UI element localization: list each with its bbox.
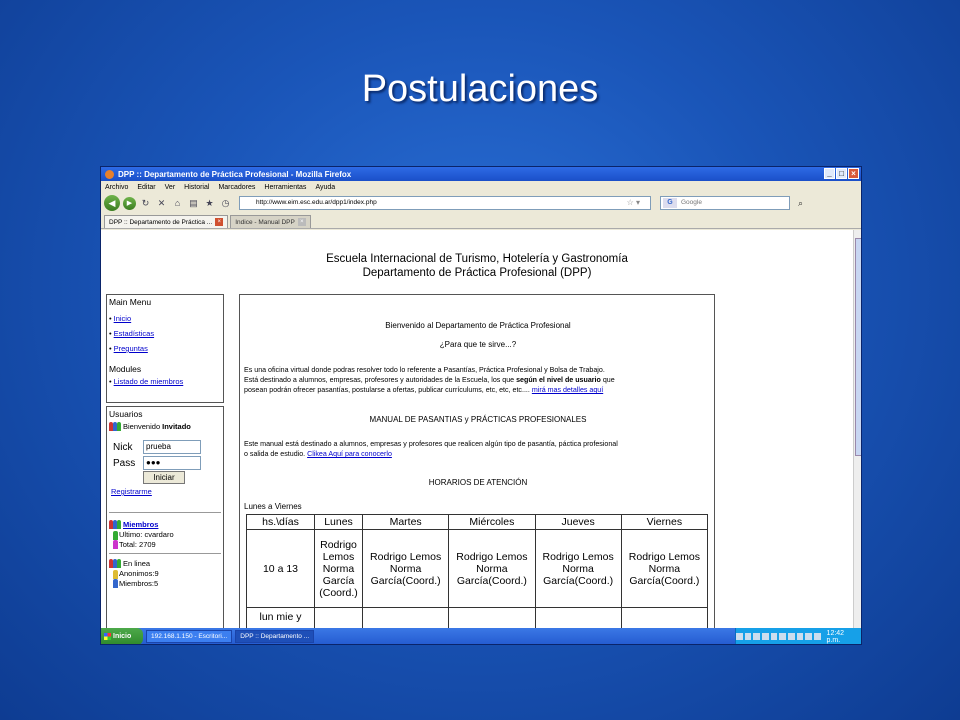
menu-historial[interactable]: Historial (184, 183, 210, 191)
menu-ayuda[interactable]: Ayuda (315, 183, 336, 191)
window-title: DPP :: Departamento de Práctica Profesional - Mozilla Firefox (118, 169, 352, 179)
online-members-value: 5 (154, 578, 159, 588)
bookmarks-icon[interactable]: ★ (205, 197, 214, 208)
slide-title: Postulaciones (361, 68, 599, 110)
scrollbar-thumb[interactable] (855, 238, 862, 456)
tab-dpp[interactable] (104, 215, 228, 228)
manual-paragraph (244, 439, 710, 459)
table-header: Martes (363, 515, 449, 530)
anon-value: 9 (154, 569, 159, 579)
firefox-icon (105, 170, 114, 179)
last-member-value: cvardaro (144, 530, 174, 539)
tray-icon[interactable] (771, 633, 778, 640)
table-cell (315, 608, 363, 629)
person-icon (113, 531, 118, 540)
intro-line-2: Está destinado a alumnos, empresas, profesores y autoridades de la Escuela, los que (244, 376, 517, 384)
intro-line-1: Es una oficina virtual donde podras resolver todo lo referente a Pasantías, Práctica Profesional y Bolsa de Trabajo. (244, 366, 605, 374)
table-row (247, 530, 708, 608)
bookmark-add-icon[interactable]: ▤ (189, 197, 198, 208)
page-header (101, 252, 853, 280)
online-members-label: Miembros: (119, 578, 155, 588)
tab-manual[interactable] (230, 215, 311, 228)
menu-link-estadisticas[interactable]: Estadísticas (113, 329, 155, 338)
schedule-subheading: Lunes a Viernes (244, 502, 302, 511)
table-header: Miércoles (449, 515, 535, 530)
intro-line-2-end: que (600, 376, 615, 384)
intro-bold: según el nivel de usuario (516, 376, 601, 384)
star-icon[interactable]: ☆ ▾ (626, 198, 640, 207)
table-cell: Rodrigo Lemos Norma García(Coord.) (449, 530, 535, 608)
table-header: hs.\días (247, 515, 315, 530)
main-menu-title: Main Menu (109, 297, 152, 307)
tray-icon[interactable] (779, 633, 786, 640)
main-content-box (239, 294, 715, 628)
users-box (106, 406, 224, 628)
password-input[interactable]: ●●● (143, 456, 201, 470)
welcome-label: Bienvenido (123, 422, 161, 431)
navigation-toolbar (101, 193, 861, 213)
tab-bar (101, 213, 861, 229)
login-button[interactable]: Iniciar (143, 471, 185, 484)
last-member-label: Ultimo: (119, 530, 143, 539)
table-cell (535, 608, 621, 629)
total-label: Total: (119, 539, 137, 549)
search-icon[interactable]: ⌕ (797, 198, 803, 208)
details-link[interactable]: mirá mas detalles aquí (531, 386, 604, 394)
menu-archivo[interactable]: Archivo (105, 183, 129, 191)
schedule-table (246, 514, 708, 628)
windows-taskbar (101, 628, 862, 645)
taskbar-item-remote[interactable]: 192.168.1.150 - Escritori... (146, 630, 232, 643)
table-row (247, 608, 708, 629)
forward-icon[interactable]: ▶ (123, 197, 136, 210)
members-link[interactable]: Miembros (123, 520, 159, 529)
menu-link-preguntas[interactable]: Preguntas (113, 344, 148, 353)
menu-herramientas[interactable]: Herramientas (264, 183, 307, 191)
tray-icon[interactable] (797, 633, 804, 640)
menu-marcadores[interactable]: Marcadores (218, 183, 256, 191)
intro-paragraph (244, 365, 710, 395)
tab-close-icon[interactable]: × (215, 218, 223, 226)
pass-label: Pass (113, 457, 136, 469)
history-icon[interactable]: ◷ (221, 197, 230, 208)
table-cell: Rodrigo Lemos Norma García (Coord.) (315, 530, 363, 608)
total-value: 2709 (139, 539, 156, 549)
url-text: http://www.eim.esc.edu.ar/dpp1/index.php (256, 199, 377, 206)
tab-dpp-label: DPP :: Departamento de Práctica ... (109, 218, 213, 226)
table-header: Viernes (621, 515, 707, 530)
reload-icon[interactable]: ↻ (141, 197, 150, 208)
google-icon[interactable]: G (663, 198, 677, 208)
person-icon (113, 579, 118, 588)
home-icon[interactable]: ⌂ (174, 197, 181, 208)
tray-icon[interactable] (762, 633, 769, 640)
main-menu-box: Main Menu • Inicio • Estadísticas • Preguntas Modules • Listado de miembros (106, 294, 224, 403)
users-title: Usuarios (109, 409, 143, 419)
table-cell (363, 608, 449, 629)
window-titlebar (101, 167, 861, 181)
table-cell: Rodrigo Lemos Norma García(Coord.) (363, 530, 449, 608)
page-content (101, 230, 853, 628)
question-heading: ¿Para que te sirve...? (439, 340, 517, 349)
manual-link[interactable]: Clikea Aquí para conocerlo (307, 450, 392, 458)
table-header-row (247, 515, 708, 530)
browser-screenshot (100, 166, 862, 645)
welcome-user: Invitado (162, 422, 191, 431)
welcome-heading: Bienvenido al Departamento de Práctica Profesional (385, 321, 571, 330)
nick-label: Nick (113, 441, 133, 453)
person-icon (113, 570, 118, 579)
clock: 12:42 p.m. (826, 629, 845, 644)
menu-bar (101, 181, 861, 193)
tray-icon[interactable] (814, 633, 821, 640)
tab-close-icon[interactable]: × (298, 218, 306, 226)
table-cell: lun mie y (247, 608, 315, 629)
table-cell: Rodrigo Lemos Norma García(Coord.) (535, 530, 621, 608)
intro-line-3: posean podrán ofrecer pasantías, postularse a ofertas, publicar currículums, etc, etc, etc.... (244, 386, 532, 394)
tray-icon[interactable] (745, 633, 752, 640)
search-placeholder: Google (681, 199, 702, 206)
system-tray (735, 628, 862, 645)
tray-icon[interactable] (753, 633, 760, 640)
school-name: Escuela Internacional de Turismo, Hotelería y Gastronomía (326, 253, 628, 265)
menu-editar[interactable]: Editar (137, 183, 156, 191)
table-cell (621, 608, 707, 629)
vertical-scrollbar[interactable] (853, 230, 862, 628)
manual-line-1: Este manual está destinado a alumnos, empresas y profesores que realicen algún tipo de pasantía, páctica profesional (244, 440, 618, 448)
back-icon[interactable]: ◀ (104, 195, 120, 211)
taskbar-item-firefox[interactable]: DPP :: Departamento ... (235, 630, 314, 643)
table-cell: Rodrigo Lemos Norma García(Coord.) (621, 530, 707, 608)
register-link[interactable]: Registrarme (111, 487, 152, 496)
start-button[interactable]: Inicio (101, 628, 143, 645)
manual-heading: MANUAL DE PASANTIAS y PRÁCTICAS PROFESIONALES (369, 415, 587, 424)
table-cell: 10 a 13 (247, 530, 315, 608)
table-cell (449, 608, 535, 629)
close-button[interactable]: × (848, 168, 859, 179)
manual-line-2: o salida de estudio. (244, 450, 308, 458)
tray-icon[interactable] (736, 633, 743, 640)
online-icon (109, 559, 121, 568)
tray-icon[interactable] (788, 633, 795, 640)
search-input[interactable] (660, 196, 803, 210)
users-icon (109, 422, 121, 431)
table-header: Lunes (315, 515, 363, 530)
members-icon (109, 520, 121, 529)
anon-label: Anonimos: (119, 569, 155, 579)
maximize-button[interactable]: □ (836, 168, 847, 179)
minimize-button[interactable]: _ (824, 168, 835, 179)
nick-input[interactable]: prueba (143, 440, 201, 454)
person-icon (113, 540, 118, 549)
tray-icon[interactable] (805, 633, 812, 640)
stop-icon[interactable]: ✕ (157, 197, 166, 208)
menu-ver[interactable]: Ver (164, 183, 176, 191)
tab-manual-label: Indice - Manual DPP (235, 218, 295, 226)
modules-title: Modules (109, 364, 142, 374)
menu-link-listado-miembros[interactable]: Listado de miembros (113, 377, 184, 386)
schedule-heading: HORARIOS DE ATENCIÓN (428, 478, 528, 487)
menu-link-inicio[interactable]: Inicio (113, 314, 132, 323)
url-bar[interactable] (239, 196, 651, 210)
department-name: Departamento de Práctica Profesional (DPP) (362, 267, 592, 279)
online-title: En linea (123, 559, 151, 569)
table-header: Jueves (535, 515, 621, 530)
